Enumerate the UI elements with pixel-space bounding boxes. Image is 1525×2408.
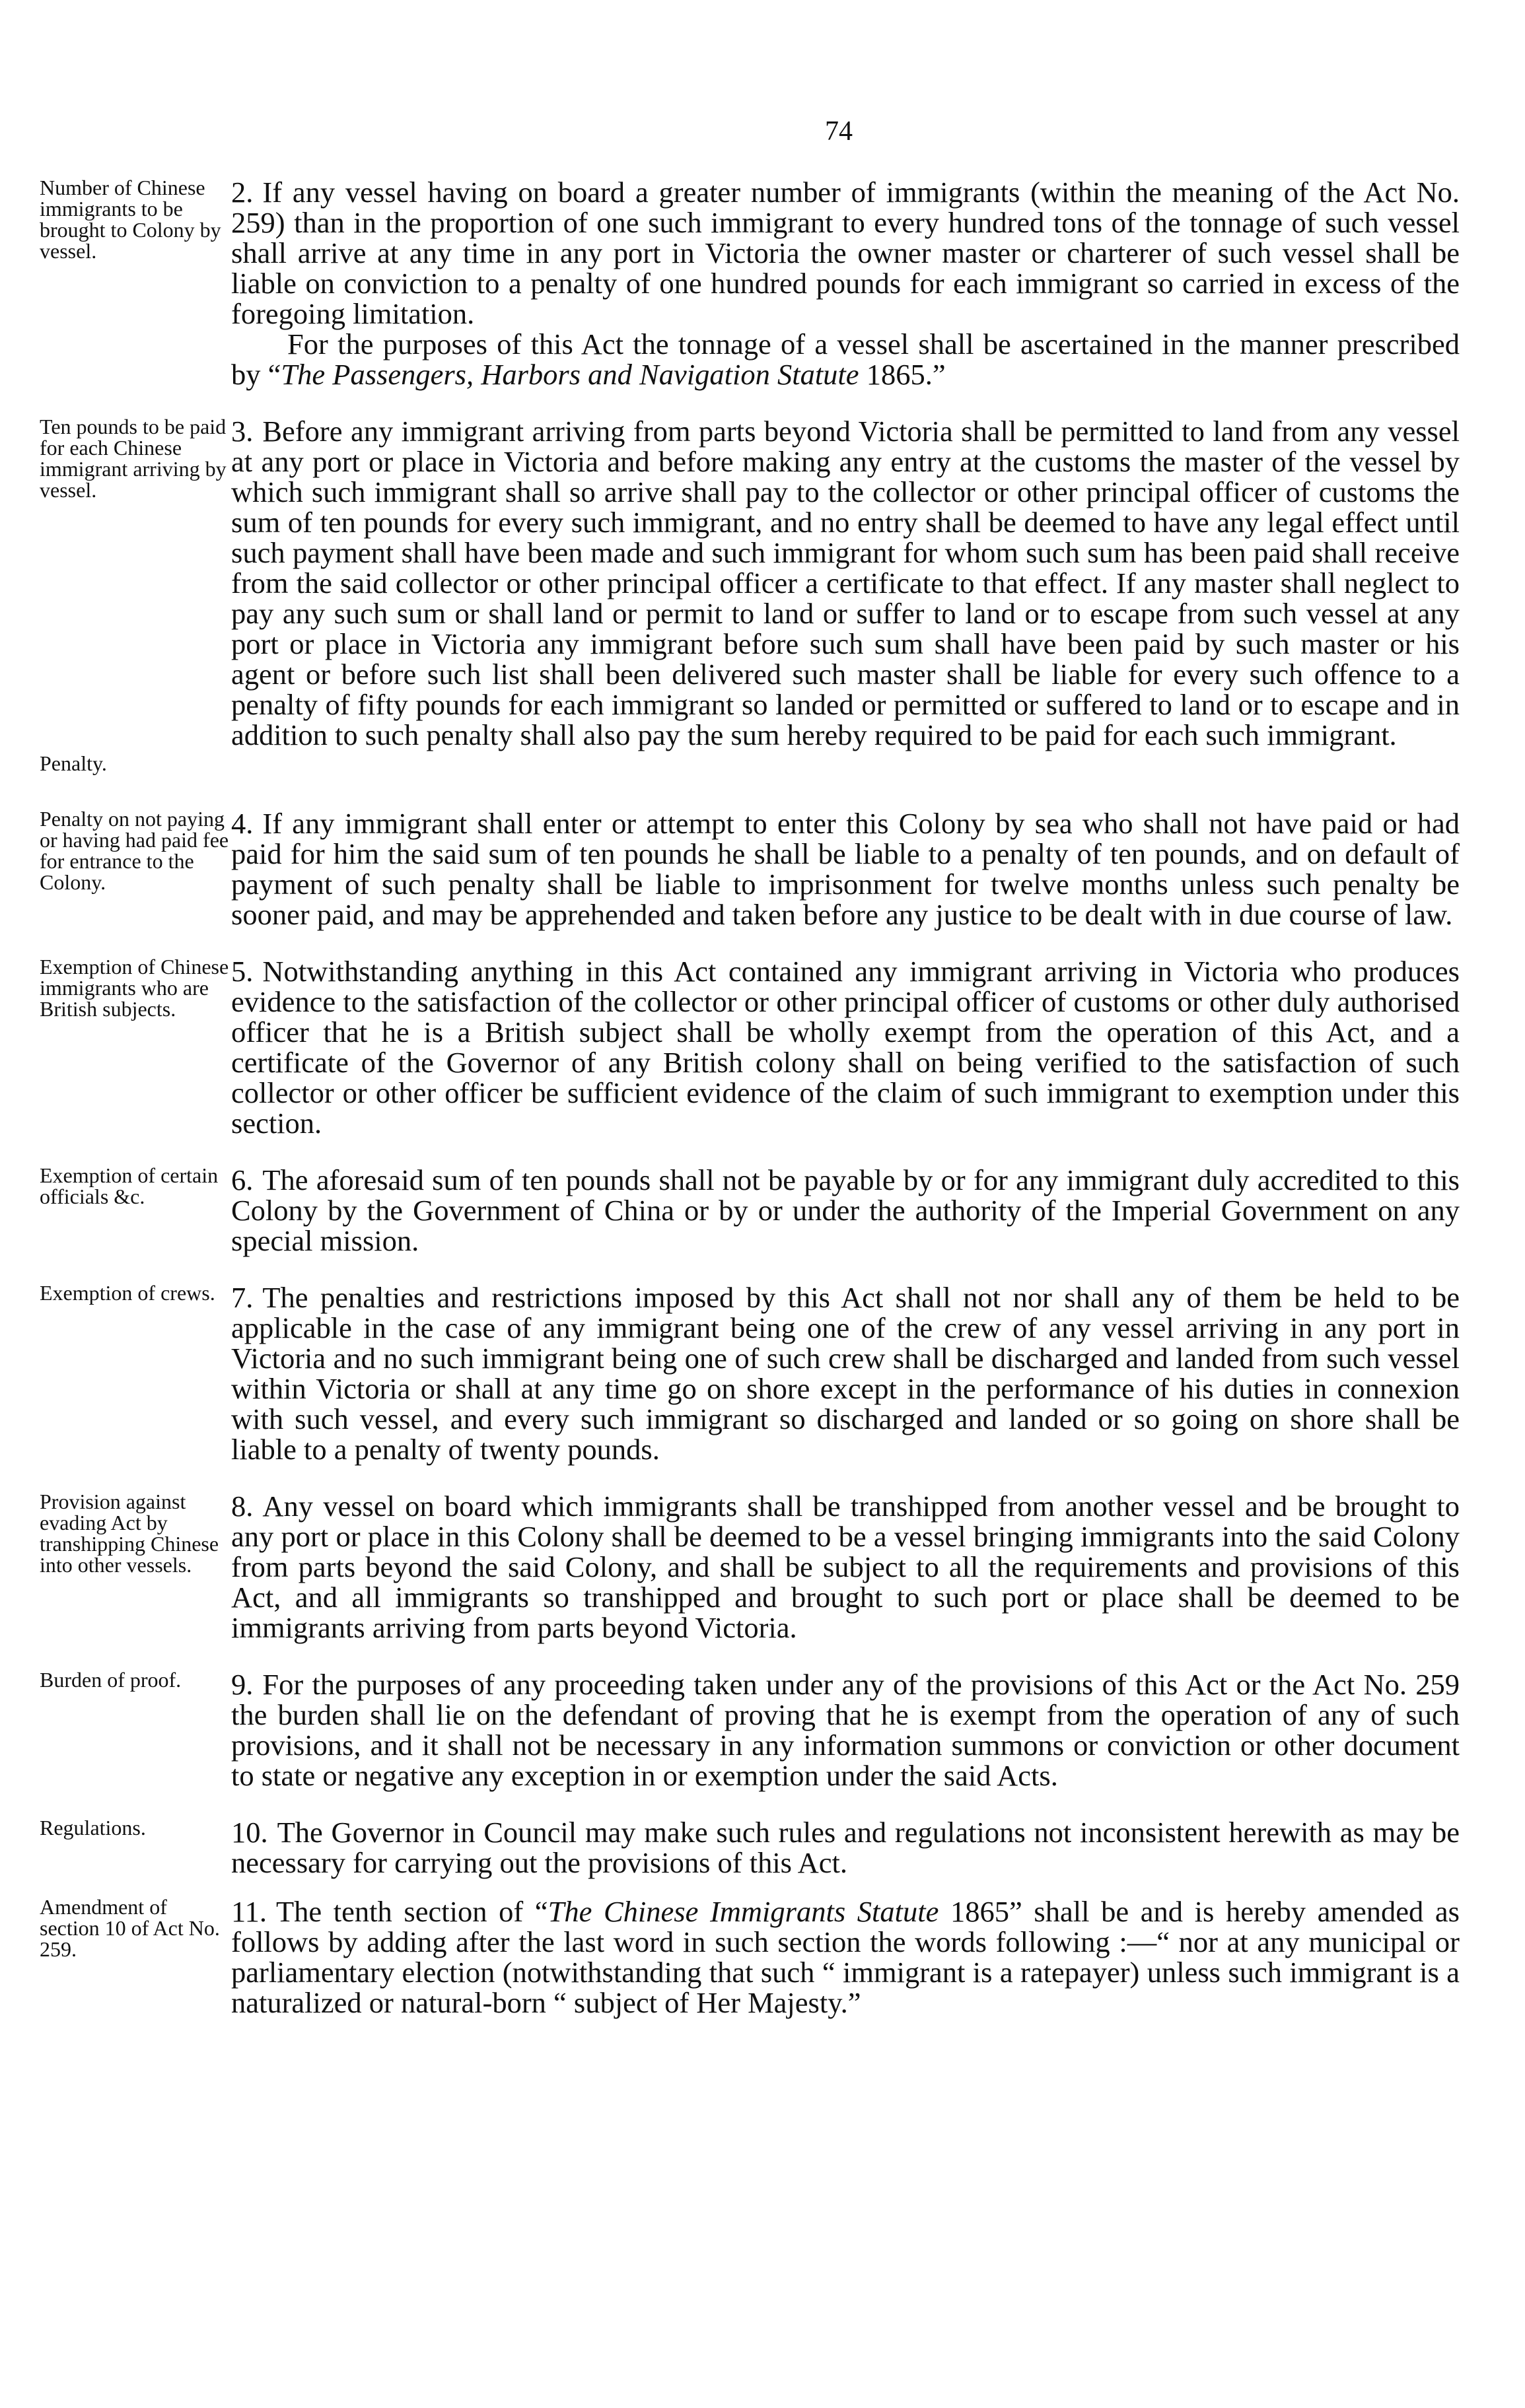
margin-note: Provision against evading Act by transhipping Chinese into other vessels. [40,1490,219,1577]
section-text [231,177,1460,390]
section-11 [40,1896,1460,2018]
paragraph-text: Notwithstanding anything in this Act contained any immigrant arriving in Victoria who produces evidence to the satisfaction of the collector or other principal officer of customs or other duly authorised officer that he is a British subject shall be wholly exempt from the operation of this Act, and a certificate of the Governor of any British colony shall on being verified to the satisfaction of such collector or other officer be sufficient evidence of the claim of such immigrant to exemption under this section. [231,955,1460,1140]
paragraph [231,808,1460,930]
paragraph [231,1669,1460,1791]
margin-notes [40,416,231,782]
margin-notes [40,956,231,1027]
document-body [40,177,1460,2044]
margin-notes [40,1896,231,1968]
section-text [231,956,1460,1138]
section-9 [40,1669,1460,1791]
paragraph-text: Any vessel on board which immigrants shall be transhipped from another vessel and be brought to any port or place in this Colony shall be deemed to be a vessel bringing immigrants into the said Colony from parts beyond the said Colony, and shall be subject to all the requirements and provisions of this Act, and all immigrants so transhipped and brought to such port or place shall be deemed to be immigrants arriving from parts beyond Victoria. [231,1490,1460,1644]
paragraph-text: The penalties and restrictions imposed by this Act shall not nor shall any of them be held to be applicable in the case of any immigrant being one of the crew of any vessel arriving in any port in Victoria and no such immigrant being one of such crew shall be discharged and landed from such vessel within Victoria or shall at any time go on shore except in the performance of his duties in connexion with such vessel, and every such immigrant so discharged and landed or so going on shore shall be liable to a penalty of twenty pounds. [231,1281,1460,1466]
margin-note: Exemption of certain officials &c. [40,1163,219,1208]
section-3 [40,416,1460,782]
section-text [231,416,1460,750]
section-4 [40,808,1460,930]
section-6 [40,1165,1460,1256]
paragraph-text: The tenth section of “ [275,1895,548,1928]
paragraph [231,329,1460,390]
margin-note: Penalty on not paying or having had paid fee for entrance to the Colony. [40,807,229,894]
section-number: 11. [231,1895,267,1928]
section-7 [40,1282,1460,1464]
paragraph-text: For the purposes of any proceeding taken under any of the provisions of this Act or the Act No. 259 the burden shall lie on the defendant of proving that he is exempt from the operation of any of such provisions, and it shall not be necessary in any information summons or conviction or other document to state or negative any exception in or exemption under the said Acts. [231,1668,1460,1792]
margin-notes [40,1282,231,1311]
section-number: 8. [231,1490,254,1523]
section-10 [40,1817,1460,1878]
section-text [231,1165,1460,1256]
section-text [231,1896,1460,2018]
section-8 [40,1491,1460,1643]
paragraph-text: 1865.” [859,358,946,391]
paragraph [231,1817,1460,1878]
section-number: 7. [231,1281,254,1314]
paragraph [231,1896,1460,2018]
section-number: 4. [231,807,254,840]
paragraph-text: For the purposes of this Act the tonnage of a vessel shall be ascertained in the manner prescribed by “ [231,327,1460,391]
paragraph-text: If any immigrant shall enter or attempt to enter this Colony by sea who shall not have paid or had paid for him the said sum of ten pounds he shall be liable to a penalty of ten pounds, and on default of payment of such penalty shall be liable to imprisonment for twelve months unless such penalty be sooner paid, and may be apprehended and taken before any justice to be dealt with in due course of law. [231,807,1460,931]
margin-notes [40,1669,231,1698]
section-text [231,1491,1460,1643]
margin-note: Exemption of Chinese immigrants who are British subjects. [40,955,229,1021]
margin-note: Number of Chinese immigrants to be brought to Colony by vessel. [40,176,221,263]
margin-notes [40,1165,231,1215]
margin-note: Ten pounds to be paid for each Chinese immigrant arriving by vessel. [40,415,227,502]
paragraph-text: The aforesaid sum of ten pounds shall not be payable by or for any immigrant duly accredited to this Colony by the Government of China or by or under the authority of the Imperial Government on any special mission. [231,1163,1460,1257]
section-number: 2. [231,176,254,209]
paragraph [231,1165,1460,1256]
paragraph [231,177,1460,329]
margin-note: Penalty. [40,751,107,775]
section-number: 9. [231,1668,254,1701]
margin-notes [40,1491,231,1583]
paragraph-text: 1865” shall be and is hereby amended as follows by adding after the last word in such section the words following :—“ nor at any municipal or parliamentary election (notwithstanding that such “ immigrant is a ratepayer) unless such immigrant is a naturalized or natural-born “ subject of Her Majesty.” [231,1895,1460,2019]
section-text [231,808,1460,930]
statute-title: The Passengers, Harbors and Navigation Statute [281,358,859,391]
section-2 [40,177,1460,390]
section-text [231,1817,1460,1878]
paragraph-text: Before any immigrant arriving from parts beyond Victoria shall be permitted to land from any vessel at any port or place in Victoria and before making any entry at the customs the master of the vessel by which such immigrant shall so arrive shall pay to the collector or other principal officer of customs the sum of ten pounds for every such immigrant, and no entry shall be deemed to have any legal effect until such payment shall have been made and such immigrant for whom such sum has been paid shall receive from the said collector or other principal officer a certificate to that effect. If any master shall neglect to pay any such sum or shall land or permit to land or suffer to land or to escape from such vessel at any port or place in Victoria any immigrant before such sum shall have been paid by such master or his agent or before such list shall been delivered such master shall be liable for every such offence to a penalty of fifty pounds for each immigrant so landed or permitted or suffered to land or to escape and in addition to such penalty shall also pay the sum hereby required to be paid for each such immigrant. [231,415,1460,751]
margin-note: Burden of proof. [40,1668,182,1692]
paragraph-text: The Governor in Council may make such rules and regulations not inconsistent herewith as may be necessary for carrying out the provisions of this Act. [231,1816,1460,1879]
section-number: 10. [231,1816,268,1849]
paragraph [231,1491,1460,1643]
margin-note: Amendment of section 10 of Act No. 259. [40,1895,220,1961]
paragraph [231,416,1460,750]
paragraph [231,1282,1460,1464]
paragraph-text: If any vessel having on board a greater number of immigrants (within the meaning of the Act No. 259) than in the proportion of one such immigrant to every hundred tons of the tonnage of such vessel shall arrive at any time in any port in Victoria the owner master or charterer of such vessel shall be liable on conviction to a penalty of one hundred pounds for each immigrant so carried in excess of the foregoing limitation. [231,176,1460,330]
section-text [231,1282,1460,1464]
margin-note: Regulations. [40,1816,146,1840]
section-text [231,1669,1460,1791]
section-number: 6. [231,1163,254,1196]
margin-notes [40,177,231,269]
paragraph [231,956,1460,1138]
margin-notes [40,808,231,901]
page-number: 74 [825,116,853,147]
margin-notes [40,1817,231,1846]
margin-note: Exemption of crews. [40,1281,215,1305]
section-number: 5. [231,955,254,988]
section-5 [40,956,1460,1138]
statute-title: The Chinese Immigrants Statute [548,1895,939,1928]
section-number: 3. [231,415,254,448]
